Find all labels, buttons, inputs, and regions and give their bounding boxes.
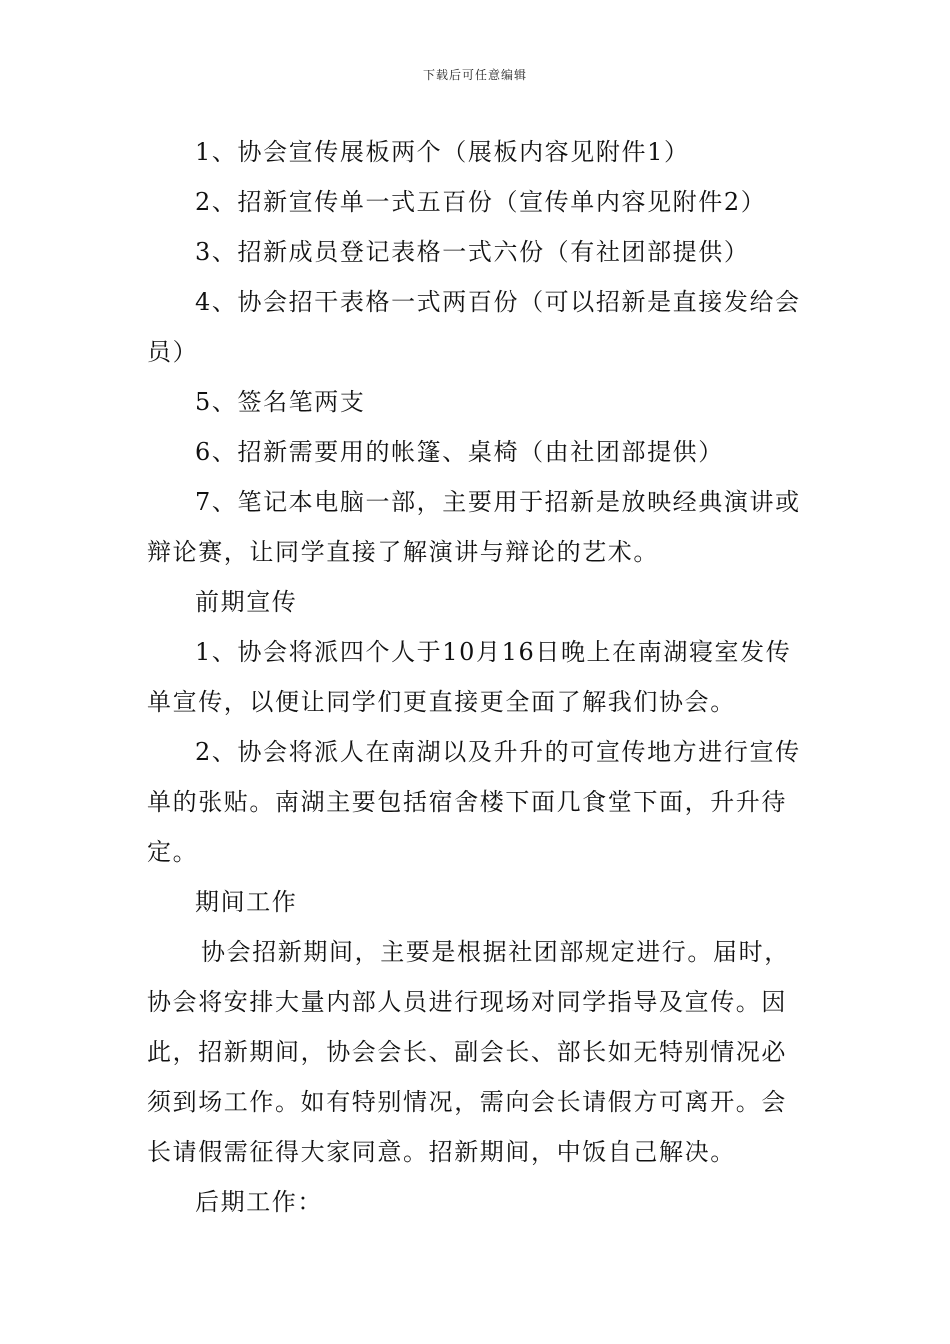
during-work-paragraph: 协会招新期间，主要是根据社团部规定进行。届时，协会将安排大量内部人员进行现场对同学指导及宣传。因此，招新期间，协会会长、副会长、部长如无特别情况必须到场工作。如有特别情况，需向会长请假方可离开。会长请假需征得大家同意。招新期间，中饭自己解决。 [147,938,790,1166]
section-heading-post-work: 后期工作： [195,1188,323,1216]
pre-promotion-item-2: 2、协会将派人在南湖以及升升的可宣传地方进行宣传单的张贴。南湖主要包括宿舍楼下面几食堂下面，升升待定。 [147,738,801,866]
pre-promotion-item-1: 1、协会将派四个人于10月16日晚上在南湖寝室发传单宣传，以便让同学们更直接更全面了解我们协会。 [147,638,792,716]
page-header: 下载后可任意编辑 [422,68,527,82]
list-item-pens: 5、签名笔两支 [195,388,366,416]
section-heading-during-work: 期间工作 [195,888,298,916]
list-item-laptop: 7、笔记本电脑一部，主要用于招新是放映经典演讲或辩论赛，让同学直接了解演讲与辩论的艺术。 [147,488,801,566]
list-item-recruitment-forms: 4、协会招干表格一式两百份（可以招新是直接发给会员） [147,288,801,366]
list-item-display-boards: 1、协会宣传展板两个（展板内容见附件1） [195,138,690,166]
section-heading-pre-promotion: 前期宣传 [195,588,298,616]
list-item-tents-tables: 6、招新需要用的帐篷、桌椅（由社团部提供） [195,438,724,466]
list-item-registration-forms: 3、招新成员登记表格一式六份（有社团部提供） [195,238,750,266]
document-body [147,127,811,1227]
list-item-flyers: 2、招新宣传单一式五百份（宣传单内容见附件2） [195,188,767,216]
